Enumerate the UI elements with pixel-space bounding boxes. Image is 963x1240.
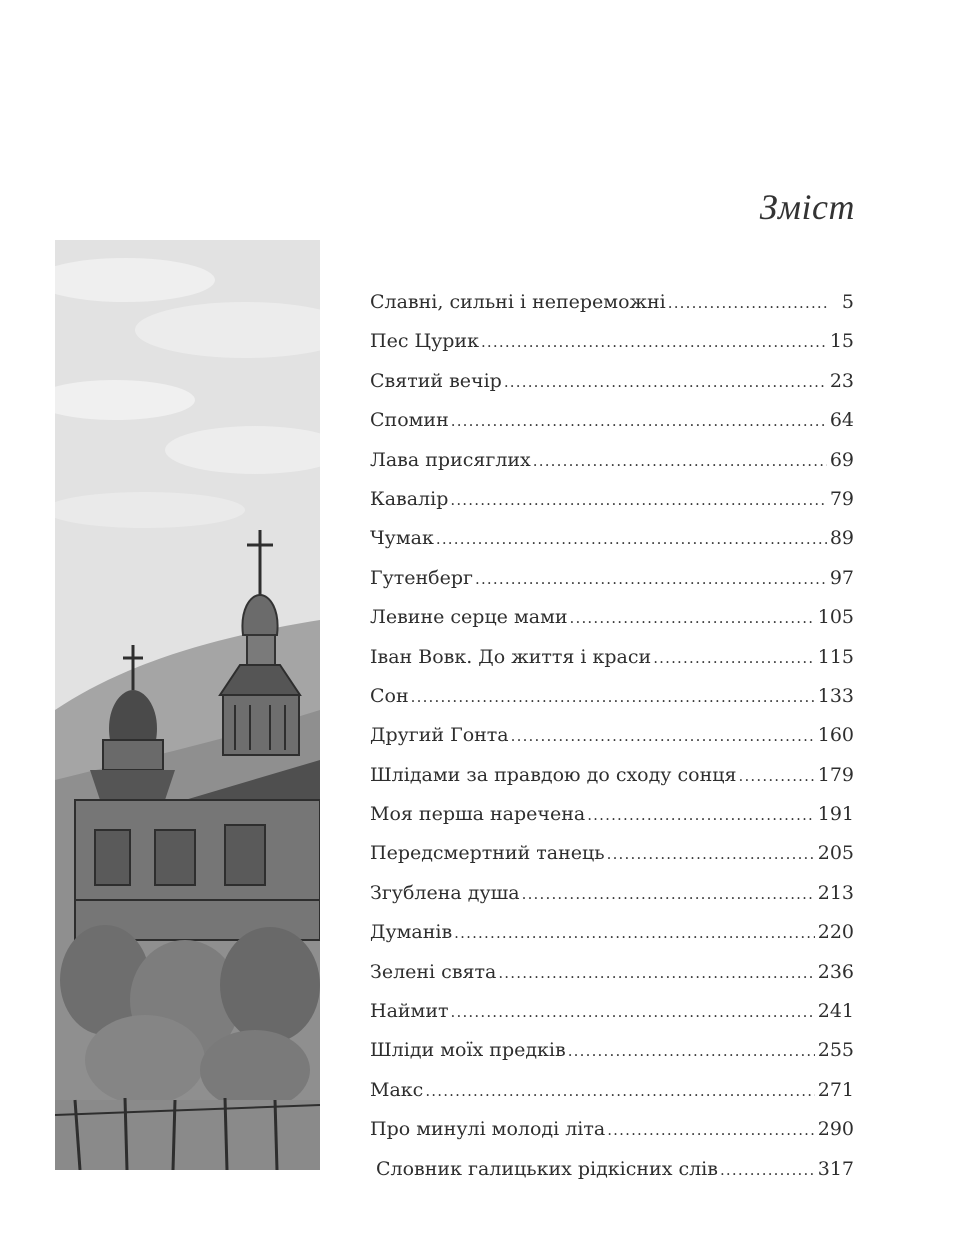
- toc-entry-title: Передсмертний танець: [370, 842, 605, 865]
- toc-entry-title: Святий вечір: [370, 369, 502, 392]
- toc-leader-dots: [451, 993, 815, 1032]
- toc-entry[interactable]: [370, 1110, 854, 1149]
- toc-entry-title: Шліди моїх предків: [370, 1039, 566, 1062]
- toc-entry-title: Думанів: [370, 921, 453, 944]
- toc-leader-dots: [668, 284, 829, 323]
- toc-entry-page-number: 79: [829, 487, 854, 510]
- toc-entry[interactable]: [370, 559, 854, 598]
- toc-entry[interactable]: [370, 716, 854, 755]
- toc-entry-page-number: 205: [817, 842, 854, 865]
- toc-entry-title: Макс: [370, 1078, 424, 1101]
- toc-entry-page-number: 5: [841, 291, 854, 313]
- toc-entry-page-number: 236: [817, 960, 854, 983]
- toc-entry[interactable]: [370, 795, 854, 834]
- toc-entry-title: Про минулі молоді літа: [370, 1118, 606, 1141]
- toc-entry[interactable]: [370, 1071, 854, 1110]
- toc-entry[interactable]: [370, 401, 854, 440]
- toc-entry-title: Словник галицьких рідкісних слів: [376, 1157, 718, 1180]
- toc-entry-title: Зелені свята: [370, 960, 497, 983]
- toc-entry[interactable]: [370, 283, 854, 322]
- toc-entry-title: Згублена душа: [370, 881, 520, 904]
- toc-entry-title: Лава присяглих: [370, 448, 531, 471]
- toc-entry[interactable]: [370, 992, 854, 1031]
- toc-entry-title: Другий Гонта: [370, 724, 509, 747]
- toc-entry-page-number: 160: [817, 724, 854, 747]
- toc-leader-dots: [475, 560, 827, 599]
- toc-entry[interactable]: [370, 874, 854, 913]
- toc-entry-page-number: 213: [817, 881, 854, 904]
- church-illustration-icon: [55, 240, 320, 1170]
- toc-entry[interactable]: [370, 756, 854, 795]
- toc-entry-page-number: 89: [829, 527, 854, 550]
- toc-leader-dots: [511, 717, 815, 756]
- toc-entry-title: Славні, сильні і непереможні: [370, 291, 666, 313]
- toc-entry-page-number: 15: [829, 330, 854, 353]
- page-title: Зміст: [759, 187, 855, 227]
- toc-entry-title: Левине серце мами: [370, 606, 568, 629]
- toc-entry-page-number: 220: [817, 921, 854, 944]
- toc-leader-dots: [425, 1072, 814, 1111]
- toc-leader-dots: [653, 639, 815, 678]
- toc-entry-page-number: 105: [817, 606, 854, 629]
- toc-leader-dots: [568, 1032, 815, 1071]
- toc-entry-page-number: 191: [817, 803, 854, 826]
- toc-entry-title: Наймит: [370, 1000, 449, 1023]
- toc-entry[interactable]: [370, 362, 854, 401]
- toc-entry[interactable]: [370, 598, 854, 637]
- toc-entry[interactable]: [370, 638, 854, 677]
- toc-entry-page-number: 64: [829, 409, 854, 432]
- toc-leader-dots: [411, 678, 815, 717]
- church-landscape-illustration: [55, 240, 320, 1170]
- toc-leader-dots: [504, 363, 827, 402]
- toc-entry-page-number: 133: [817, 684, 854, 707]
- toc-entry-page-number: 241: [817, 1000, 854, 1023]
- toc-entry-title: Гутенберг: [370, 566, 473, 589]
- toc-entry-page-number: 97: [829, 566, 854, 589]
- toc-leader-dots: [587, 796, 815, 835]
- toc-entry-title: Кавалір: [370, 487, 449, 510]
- toc-entry[interactable]: [370, 519, 854, 558]
- toc-leader-dots: [738, 757, 814, 796]
- toc-entry[interactable]: [370, 834, 854, 873]
- toc-leader-dots: [522, 875, 815, 914]
- toc-leader-dots: [607, 835, 815, 874]
- toc-entry-title: Моя перша наречена: [370, 803, 586, 826]
- toc-entry[interactable]: [370, 677, 854, 716]
- toc-entry-title: Шлідами за правдою до сходу сонця: [370, 763, 737, 786]
- toc-entry-title: Пес Цурик: [370, 330, 479, 353]
- toc-entry[interactable]: [370, 441, 854, 480]
- toc-entry-page-number: 255: [817, 1039, 854, 1062]
- toc-leader-dots: [450, 481, 826, 520]
- toc-entry-title: Іван Вовк. До життя і краси: [370, 645, 652, 668]
- toc-entry[interactable]: [370, 1031, 854, 1070]
- toc-entry[interactable]: [370, 953, 854, 992]
- toc-leader-dots: [451, 402, 827, 441]
- toc-leader-dots: [481, 323, 827, 362]
- toc-entry[interactable]: [370, 322, 854, 361]
- toc-entry-page-number: 23: [829, 369, 854, 392]
- toc-leader-dots: [720, 1151, 815, 1190]
- toc-leader-dots: [454, 914, 815, 953]
- toc-entry-page-number: 271: [817, 1078, 854, 1101]
- toc-entry-page-number: 317: [817, 1157, 854, 1180]
- toc-leader-dots: [533, 442, 827, 481]
- toc-entry-title: Сон: [370, 684, 409, 707]
- toc-leader-dots: [498, 954, 814, 993]
- toc-leader-dots: [607, 1111, 815, 1150]
- toc-entry-page-number: 115: [817, 645, 854, 668]
- toc-entry[interactable]: [370, 913, 854, 952]
- toc-entry-page-number: 69: [829, 448, 854, 471]
- toc-entry-page-number: 179: [817, 763, 854, 786]
- toc-entry-title: Чумак: [370, 527, 434, 550]
- toc-leader-dots: [436, 520, 827, 559]
- toc-entry[interactable]: [370, 480, 854, 519]
- toc-entry-title: Спомин: [370, 409, 449, 432]
- table-of-contents: [370, 283, 854, 1189]
- toc-entry[interactable]: [376, 1150, 854, 1189]
- toc-entry-page-number: 290: [817, 1118, 854, 1141]
- toc-leader-dots: [570, 599, 815, 638]
